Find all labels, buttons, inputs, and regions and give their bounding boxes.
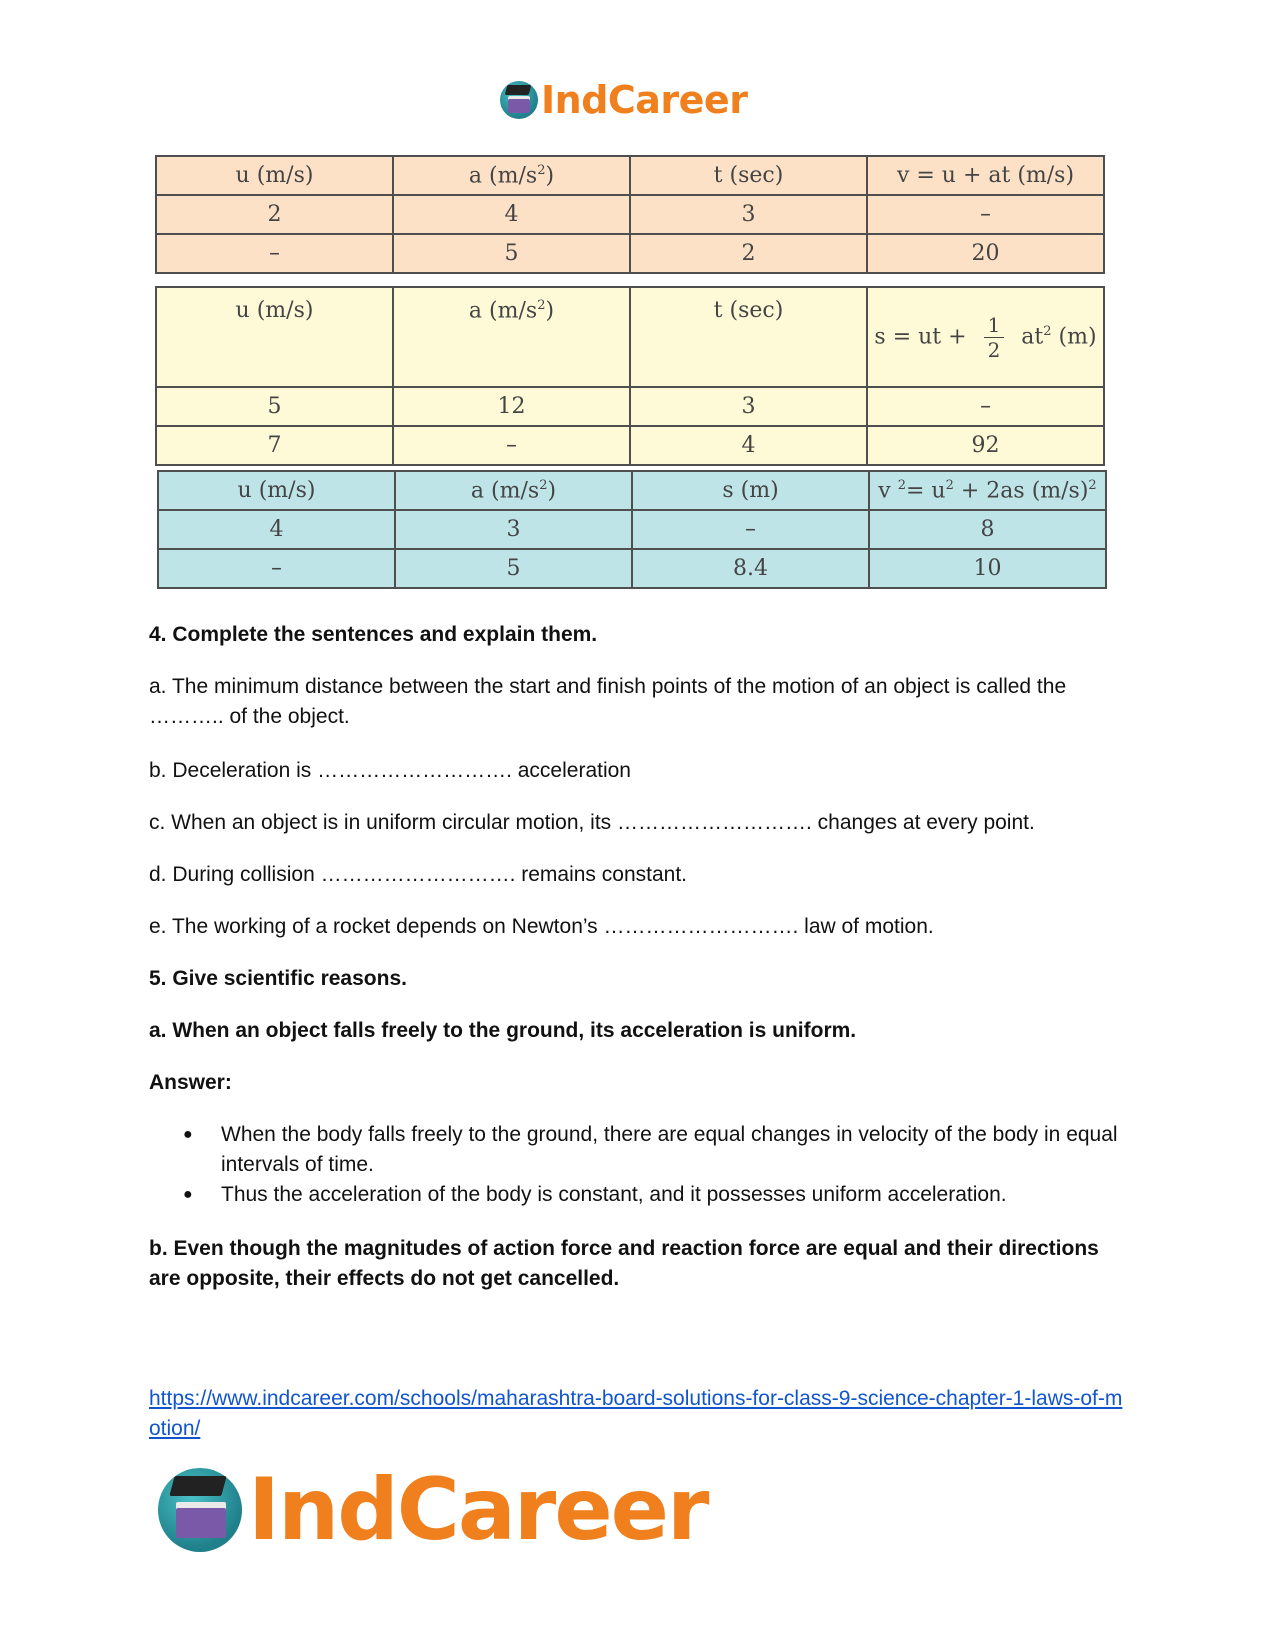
list-item: ● When the body falls freely to the ground, there are equal changes in velocity of the body in equal intervals of time. xyxy=(221,1120,1134,1180)
table-cell: 8 xyxy=(869,510,1106,549)
header-logo xyxy=(500,78,747,122)
table-header: v = u + at (m/s) xyxy=(867,156,1104,195)
table-header: u (m/s) xyxy=(156,287,393,387)
table-cell: 3 xyxy=(630,195,867,234)
table-row xyxy=(156,387,1104,426)
table-header: t (sec) xyxy=(630,156,867,195)
table-cell: 8.4 xyxy=(632,549,869,588)
table-cell: 2 xyxy=(630,234,867,273)
table-cell: – xyxy=(156,234,393,273)
question-4d: d. During collision ………………………. remains constant. xyxy=(149,863,687,886)
table-row xyxy=(158,549,1106,588)
table-cell: – xyxy=(158,549,395,588)
logo-text: IndCareer xyxy=(248,1460,708,1560)
table-cell: 5 xyxy=(395,549,632,588)
question-4c: c. When an object is in uniform circular motion, its ………………………. changes at every point. xyxy=(149,811,1035,834)
table-cell: 3 xyxy=(630,387,867,426)
answer-list xyxy=(149,1120,1134,1210)
table-cell: 20 xyxy=(867,234,1104,273)
table-row xyxy=(156,426,1104,465)
table-cell: 7 xyxy=(156,426,393,465)
velocity-squared-table xyxy=(157,470,1107,589)
table-cell: – xyxy=(632,510,869,549)
footer-logo xyxy=(158,1460,707,1560)
displacement-table xyxy=(155,286,1105,466)
question-4b: b. Deceleration is ………………………. acceleration xyxy=(149,759,631,782)
table-cell: 3 xyxy=(395,510,632,549)
formula-header: s = ut + $\frac{1}{2}$ $at^2$ (m) xyxy=(867,287,1104,387)
table-header: s (m) xyxy=(632,471,869,510)
table-cell: – xyxy=(393,426,630,465)
document-body xyxy=(149,620,1134,1294)
table-row xyxy=(158,510,1106,549)
table-header: t (sec) xyxy=(630,287,867,387)
table-cell: 2 xyxy=(156,195,393,234)
question-5b: b. Even though the magnitudes of action force and reaction force are equal and their directions are opposite, their effects do not get cancelled. xyxy=(149,1237,1099,1290)
table-cell: 5 xyxy=(393,234,630,273)
formula-header: v $^2= u^2 + 2as$ $(m/s)^2$ xyxy=(869,471,1106,510)
answer-label: Answer: xyxy=(149,1071,232,1094)
table-cell: 4 xyxy=(630,426,867,465)
table-header: u (m/s) xyxy=(156,156,393,195)
table-row xyxy=(156,234,1104,273)
logo-text: IndCareer xyxy=(541,78,748,122)
table-cell: – xyxy=(867,195,1104,234)
question-4e: e. The working of a rocket depends on Newton’s ………………………. law of motion. xyxy=(149,915,934,938)
table-header: a $(m/s^2)$ xyxy=(395,471,632,510)
question-4a: a. The minimum distance between the start and finish points of the motion of an object is called the ……….. of the object. xyxy=(149,675,1067,728)
list-item: ● Thus the acceleration of the body is constant, and it possesses uniform acceleration. xyxy=(221,1180,1134,1210)
question-5-title: 5. Give scientific reasons. xyxy=(149,967,407,990)
question-4-title: 4. Complete the sentences and explain them. xyxy=(149,623,598,646)
velocity-table xyxy=(155,155,1105,274)
table-header: a $(m/s^2)$ xyxy=(393,156,630,195)
table-cell: – xyxy=(867,387,1104,426)
table-cell: 10 xyxy=(869,549,1106,588)
table-header: a $(m/s^2)$ xyxy=(393,287,630,387)
source-link[interactable]: https://www.indcareer.com/schools/maharashtra-board-solutions-for-class-9-science-chapter-1-laws-of-motion/ xyxy=(149,1387,1123,1440)
table-cell: 5 xyxy=(156,387,393,426)
graduation-cap-book-icon xyxy=(158,1468,242,1552)
table-header: u (m/s) xyxy=(158,471,395,510)
table-cell: 92 xyxy=(867,426,1104,465)
table-cell: 12 xyxy=(393,387,630,426)
table-cell: 4 xyxy=(158,510,395,549)
question-5a: a. When an object falls freely to the ground, its acceleration is uniform. xyxy=(149,1019,857,1042)
table-row xyxy=(156,195,1104,234)
graduation-cap-book-icon xyxy=(500,81,538,119)
table-cell: 4 xyxy=(393,195,630,234)
